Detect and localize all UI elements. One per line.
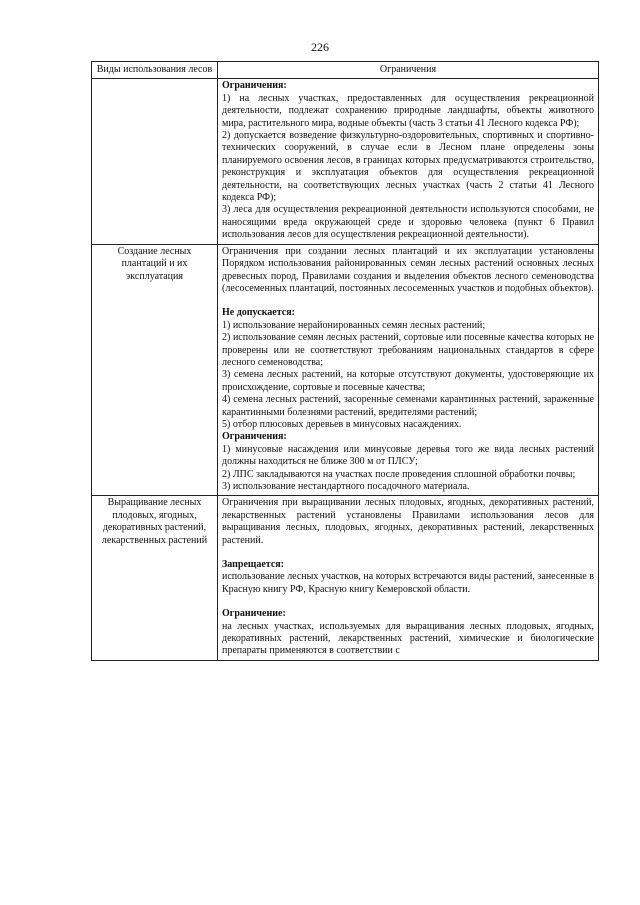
usage-type-cell: Выращивание лесных плодовых, ягодных, декоративных растений, лекарственных растений	[92, 496, 218, 660]
page-number: 226	[311, 40, 329, 54]
section-heading: Ограничения:	[222, 431, 287, 443]
table-row	[92, 496, 599, 660]
section-heading: Запрещается:	[222, 559, 285, 571]
restriction-text: 2) использование семян лесных растений, сортовые или посевные качества которых не проверены или не соответствуют требованиям национальных стандартов в сфере лесного семеноводства;	[222, 332, 594, 368]
usage-type-cell: Создание лесных плантаций и их эксплуатация	[92, 244, 218, 496]
restrictions-table	[91, 61, 599, 661]
table-row	[92, 244, 599, 496]
restriction-text: 5) отбор плюсовых деревьев в минусовых насаждениях.	[222, 418, 462, 430]
restriction-text: 1) минусовые насаждения или минусовые деревья того же вида лесных растений должны находиться не ближе 300 м от ПЛСУ;	[222, 443, 594, 468]
section-heading: Не допускается:	[222, 307, 295, 319]
table-row	[92, 79, 599, 244]
restriction-text: на лесных участках, используемых для выращивания лесных плодовых, ягодных, декоративных растений, лекарственных растений, химические и биологические препараты применяются в соответствии с	[222, 620, 594, 657]
restriction-text: 2) допускается возведение физкультурно-оздоровительных, спортивных и спортивно-технических сооружений, в случае если в Лесном плане определены зоны планируемого освоения лесов, в границах которых предусматриваются строительство, реконструкция и эксплуатация объектов для осуществления рекреационной деятельности, на соответствующих лесных участках (часть 2 статьи 41 Лесного кодекса РФ);	[222, 130, 594, 204]
restriction-text: 3) семена лесных растений, на которые отсутствуют документы, удостоверяющие их происхождение, сортовые и посевные качества;	[222, 369, 594, 393]
restrictions-cell	[218, 496, 599, 660]
usage-type-cell	[92, 79, 218, 244]
restriction-text: 4) семена лесных растений, засоренные семенами карантинных растений, зараженные карантинными болезнями растений, вредителями растений;	[222, 394, 594, 418]
restriction-text: 3) леса для осуществления рекреационной деятельности используются способами, не наносящими вреда окружающей среде и здоровью человека (пункт 6 Правил использования лесов для осуществления рекреационной деятельности).	[222, 204, 594, 241]
restriction-text: Ограничения при создании лесных плантаций и их эксплуатации установлены Порядком использования районированных семян лесных растений основных лесных древесных пород, Правилами создания и выделения объектов лесного семеноводства (лесосеменных плантаций, постоянных лесосеменных участков и подобных объектов).	[222, 245, 594, 294]
table-header-row	[92, 62, 599, 79]
header-usage-types: Виды использования лесов	[92, 62, 218, 79]
section-heading: Ограничение:	[222, 608, 286, 620]
header-restrictions: Ограничения	[218, 62, 599, 79]
restriction-text: Ограничения при выращивании лесных плодовых, ягодных, декоративных растений, лекарственных растений установлены Правилами использования лесов для выращивания лесных, плодовых, ягодных, декоративных растений, лекарственных растений.	[222, 497, 594, 546]
restrictions-cell	[218, 79, 599, 244]
restriction-text: 1) использование нерайонированных семян лесных растений;	[222, 319, 486, 331]
section-heading: Ограничения:	[222, 80, 287, 92]
table-body	[92, 79, 599, 660]
restrictions-cell	[218, 244, 599, 496]
restriction-text: 1) на лесных участках, предоставленных для осуществления рекреационной деятельности, подлежат сохранению природные ландшафты, объекты животного мира, растительного мира, водные объекты (часть 3 статьи 41 Лесного кодекса РФ);	[222, 92, 594, 129]
restriction-text: 3) использование нестандартного посадочного материала.	[222, 481, 470, 492]
restriction-text: использование лесных участков, на которых встречаются виды растений, занесенные в Красную книгу РФ, Красную книгу Кемеровской области.	[222, 571, 594, 595]
restriction-text: 2) ЛПС закладываются на участках после проведения сплошной обработки почвы;	[222, 468, 576, 480]
